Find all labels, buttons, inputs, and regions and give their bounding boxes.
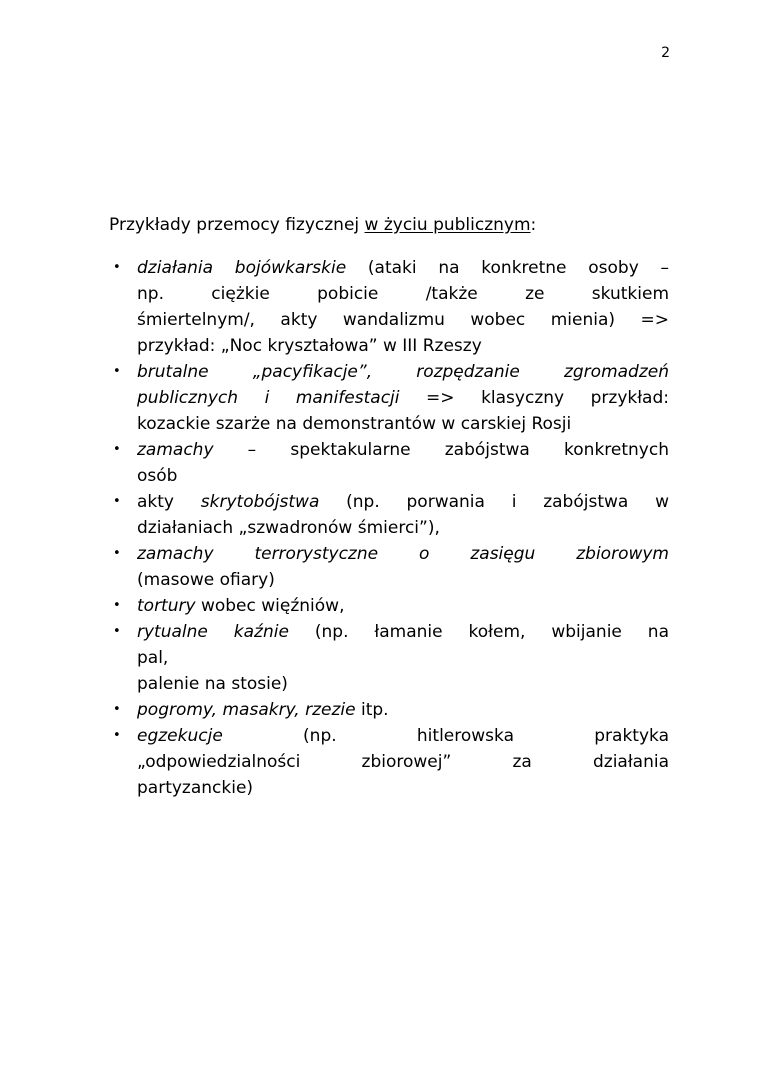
list-item <box>137 697 669 723</box>
list-item <box>137 437 669 489</box>
line-text: pal, <box>137 648 169 668</box>
line-text: śmiertelnym/, akty wandalizmu wobec mienia) => <box>137 310 669 330</box>
line <box>137 515 669 541</box>
italic-term: brutalne „pacyfikacje”, rozpędzanie zgromadzeń <box>137 362 669 382</box>
heading-underlined-text: w życiu publicznym <box>364 215 531 235</box>
line <box>137 307 669 333</box>
line-text: działaniach „szwadronów śmierci”), <box>137 518 440 538</box>
list-item <box>137 723 669 801</box>
line <box>137 437 669 463</box>
italic-term: zamachy terrorystyczne o zasięgu zbiorowym <box>137 544 669 564</box>
list-item <box>137 593 669 619</box>
line <box>137 541 669 567</box>
list-item <box>137 255 669 359</box>
italic-term: tortury <box>137 596 196 616</box>
list-item <box>137 359 669 437</box>
line <box>137 697 669 723</box>
line <box>137 593 669 619</box>
line <box>137 385 669 411</box>
line-text: palenie na stosie) <box>137 674 288 694</box>
heading-colon: : <box>530 215 537 235</box>
line <box>137 281 669 307</box>
line <box>137 463 669 489</box>
line <box>137 645 669 671</box>
line <box>137 749 669 775</box>
line <box>137 411 669 437</box>
line-text: (np. porwania i zabójstwa w <box>319 492 669 512</box>
line <box>137 723 669 749</box>
line-text: – spektakularne zabójstwa konkretnych <box>213 440 669 460</box>
line <box>137 567 669 593</box>
italic-term: rytualne kaźnie <box>137 622 289 642</box>
list-item <box>137 489 669 541</box>
italic-term: egzekucje <box>137 726 223 746</box>
line <box>137 489 669 515</box>
line <box>137 333 669 359</box>
line <box>137 619 669 645</box>
italic-term: zamachy <box>137 440 214 460</box>
line-text: (masowe ofiary) <box>137 570 275 590</box>
italic-term: publicznych i manifestacji <box>137 388 400 408</box>
violence-examples-list <box>137 255 669 801</box>
line-text: itp. <box>355 700 389 720</box>
heading-text: Przykłady przemocy fizycznej <box>109 215 365 235</box>
line-text: osób <box>137 466 178 486</box>
line-text: (np. łamanie kołem, wbijanie na <box>288 622 670 642</box>
italic-term: skrytobójstwa <box>200 492 320 512</box>
line-text: przykład: „Noc kryształowa” w III Rzeszy <box>137 336 482 356</box>
line-text: (np. hitlerowska praktyka <box>222 726 669 746</box>
page-number: 2 <box>661 45 670 61</box>
section-heading <box>109 214 536 236</box>
list-item <box>137 541 669 593</box>
line-text: „odpowiedzialności zbiorowej” za działania <box>137 752 669 772</box>
line <box>137 775 669 801</box>
line-text: (ataki na konkretne osoby – <box>346 258 670 278</box>
line-text: => klasyczny przykład: <box>399 388 669 408</box>
line <box>137 671 669 697</box>
line-text: wobec więźniów, <box>195 596 345 616</box>
italic-term: działania bojówkarskie <box>137 258 347 278</box>
line-text: akty <box>137 492 201 512</box>
line-text: partyzanckie) <box>137 778 254 798</box>
italic-term: pogromy, masakry, rzezie <box>137 700 356 720</box>
line-text: kozackie szarże na demonstrantów w carskiej Rosji <box>137 414 572 434</box>
line <box>137 359 669 385</box>
line <box>137 255 669 281</box>
list-item <box>137 619 669 697</box>
line-text: np. ciężkie pobicie /także ze skutkiem <box>137 284 669 304</box>
